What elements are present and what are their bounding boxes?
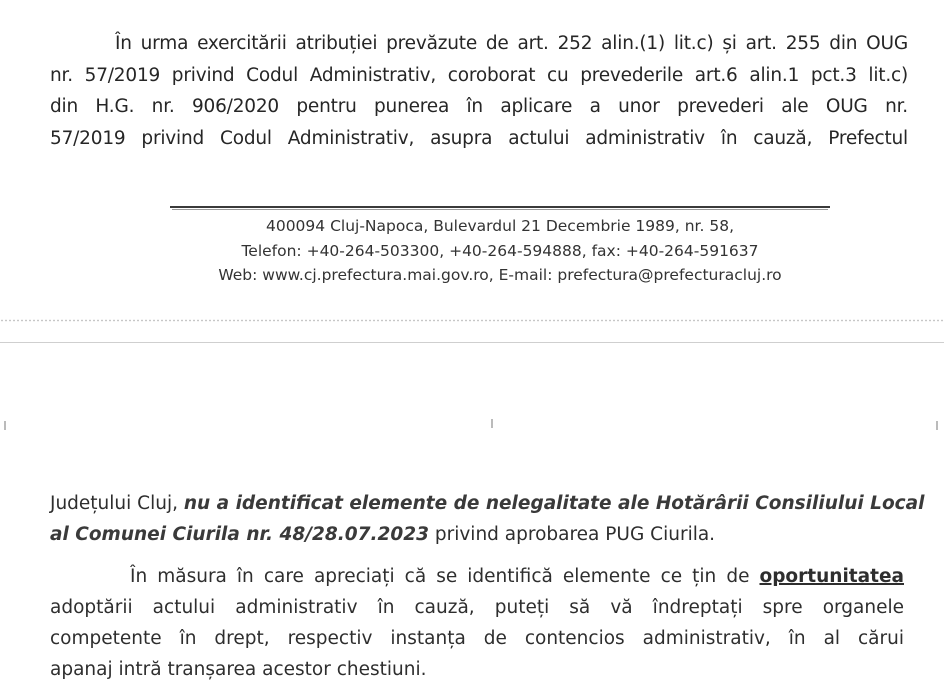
opportunity-line-1 — [50, 561, 904, 592]
footer-phone: Telefon: +40-264-503300, +40-264-594888, fax: +40-264-591637 — [241, 241, 759, 260]
opportunity-line-2: adoptării actului administrativ în cauză, puteți să vă îndreptați spre organele — [50, 597, 904, 618]
opportunity-line-4: apanaj intră tranșarea acestor chestiuni. — [50, 659, 427, 680]
bottom-section — [50, 488, 925, 685]
page-break-dots — [0, 319, 944, 322]
conclusion-paragraph — [50, 488, 925, 550]
conclusion-emphasis: al Comunei Ciurila nr. 48/28.07.2023 — [50, 524, 429, 545]
scan-mark — [491, 419, 493, 428]
scan-mark — [936, 421, 938, 430]
conclusion-line-1 — [50, 488, 925, 519]
page-footer — [150, 214, 850, 288]
conclusion-emphasis: nu a identificat elemente de nelegalitate ale Hotărârii Consiliului Local — [183, 493, 925, 514]
opportunity-paragraph — [50, 561, 904, 685]
page-edge-line — [0, 342, 944, 343]
top-paragraph-line: nr. 57/2019 privind Codul Administrativ, coroborat cu prevederile art.6 alin.1 pct.3 lit.c) — [50, 64, 908, 86]
opportunity-text: În măsura în care apreciați că se identifică elemente ce țin de — [130, 566, 760, 587]
conclusion-line-2 — [50, 519, 904, 550]
footer-divider-shadow — [172, 209, 828, 210]
opportunity-line-3: competente în drept, respectiv instanța de contencios administrativ, în al cărui — [50, 628, 904, 649]
footer-address: 400094 Cluj-Napoca, Bulevardul 21 Decembrie 1989, nr. 58, — [265, 217, 735, 235]
top-paragraph-line: În urma exercitării atribuției prevăzute de art. 252 alin.(1) lit.c) și art. 255 din OUG — [115, 33, 908, 54]
top-paragraph-line: din H.G. nr. 906/2020 pentru punerea în aplicare a unor prevederi ale OUG nr. — [50, 96, 908, 117]
top-paragraph-line: 57/2019 privind Codul Administrativ, asupra actului administrativ în cauză, Prefectul — [50, 127, 908, 149]
top-paragraph — [50, 28, 908, 154]
conclusion-text: privind aprobarea PUG Ciurila. — [428, 524, 716, 545]
footer-web-email: Web: www.cj.prefectura.mai.gov.ro, E-mail: prefectura@prefecturacluj.ro — [218, 266, 782, 284]
conclusion-text: Județului Cluj, — [50, 493, 184, 514]
scan-mark — [4, 421, 6, 430]
opportunity-underlined: oportunitatea — [759, 566, 904, 587]
footer-divider — [170, 206, 830, 208]
